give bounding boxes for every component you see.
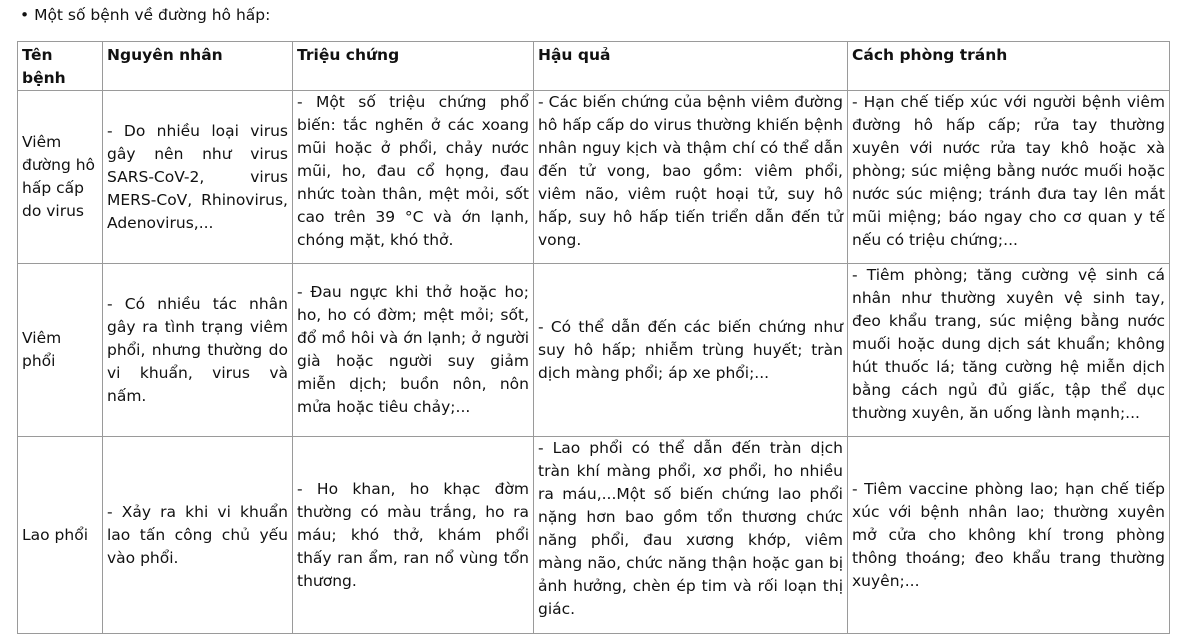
prevention-cell: - Tiêm phòng; tăng cường vệ sinh cá nhân như thường xuyên vệ sinh tay, đeo khẩu trang, súc miệng bằng nước muối hoặc dung dịch sát khuẩn; không hút thuốc lá; tăng cường hệ miễn dịch bằng cách ngủ đủ giấc, tập thể dục thường xuyên, ăn uống lành mạnh;...: [848, 264, 1170, 437]
table-row: [18, 264, 1170, 437]
cause-cell: - Có nhiều tác nhân gây ra tình trạng viêm phổi, nhưng thường do vi khuẩn, virus và nấm.: [103, 264, 293, 437]
header-consequence: Hậu quả: [534, 42, 848, 91]
prevention-cell: - Hạn chế tiếp xúc với người bệnh viêm đường hô hấp cấp; rửa tay thường xuyên với nước rửa tay khô hoặc xà phòng; súc miệng bằng nước muối hoặc nước súc miệng; tránh đưa tay lên mắt mũi miệng; báo ngay cho cơ quan y tế nếu có triệu chứng;...: [848, 91, 1170, 264]
respiratory-diseases-table: [17, 41, 1170, 634]
table-header-row: [18, 42, 1170, 91]
header-cause: Nguyên nhân: [103, 42, 293, 91]
symptom-cell: - Một số triệu chứng phổ biến: tắc nghẽn ở các xoang mũi hoặc ở phổi, chảy nước mũi, ho, đau cổ họng, đau nhức toàn thân, mệt mỏi, sốt cao trên 39 °C và ớn lạnh, chóng mặt, khó thở.: [293, 91, 534, 264]
consequence-cell: - Có thể dẫn đến các biến chứng như suy hô hấp; nhiễm trùng huyết; tràn dịch màng phổi; áp xe phổi;...: [534, 264, 848, 437]
disease-name-cell: Viêm đường hô hấp cấp do virus: [18, 91, 103, 264]
section-heading: • Một số bệnh về đường hô hấp:: [20, 6, 271, 24]
table-row: [18, 91, 1170, 264]
symptom-cell: - Ho khan, ho khạc đờm thường có màu trắng, ho ra máu; khó thở, khám phổi thấy ran ẩm, ran nổ vùng tổn thương.: [293, 437, 534, 634]
prevention-cell: - Tiêm vaccine phòng lao; hạn chế tiếp xúc với bệnh nhân lao; thường xuyên mở cửa cho không khí trong phòng thông thoáng; đeo khẩu trang thường xuyên;...: [848, 437, 1170, 634]
disease-name-cell: Viêm phổi: [18, 264, 103, 437]
table-row: [18, 437, 1170, 634]
consequence-cell: - Các biến chứng của bệnh viêm đường hô hấp cấp do virus thường khiến bệnh nhân nguy kịch và thậm chí có thể dẫn đến tử vong, bao gồm: viêm phổi, viêm não, viêm ruột hoại tử, suy hô hấp, suy hô hấp tiến triển dẫn đến tử vong.: [534, 91, 848, 264]
cause-cell: - Do nhiều loại virus gây nên như virus SARS-CoV-2, virus MERS-CoV, Rhinovirus, Adenovirus,...: [103, 91, 293, 264]
header-prevention: Cách phòng tránh: [848, 42, 1170, 91]
consequence-cell: - Lao phổi có thể dẫn đến tràn dịch tràn khí màng phổi, xơ phổi, ho nhiều ra máu,...Một số biến chứng lao phổi nặng hơn bao gồm tổn thương chức năng phổi, đau xương khớp, viêm màng não, chức năng thận hoặc gan bị ảnh hưởng, chèn ép tim và rối loạn thị giác.: [534, 437, 848, 634]
cause-cell: - Xảy ra khi vi khuẩn lao tấn công chủ yếu vào phổi.: [103, 437, 293, 634]
header-disease-name: Tên bệnh: [18, 42, 103, 91]
disease-name-cell: Lao phổi: [18, 437, 103, 634]
symptom-cell: - Đau ngực khi thở hoặc ho; ho, ho có đờm; mệt mỏi; sốt, đổ mồ hôi và ớn lạnh; ở người già hoặc người suy giảm miễn dịch; buồn nôn, nôn mửa hoặc tiêu chảy;...: [293, 264, 534, 437]
header-symptom: Triệu chứng: [293, 42, 534, 91]
